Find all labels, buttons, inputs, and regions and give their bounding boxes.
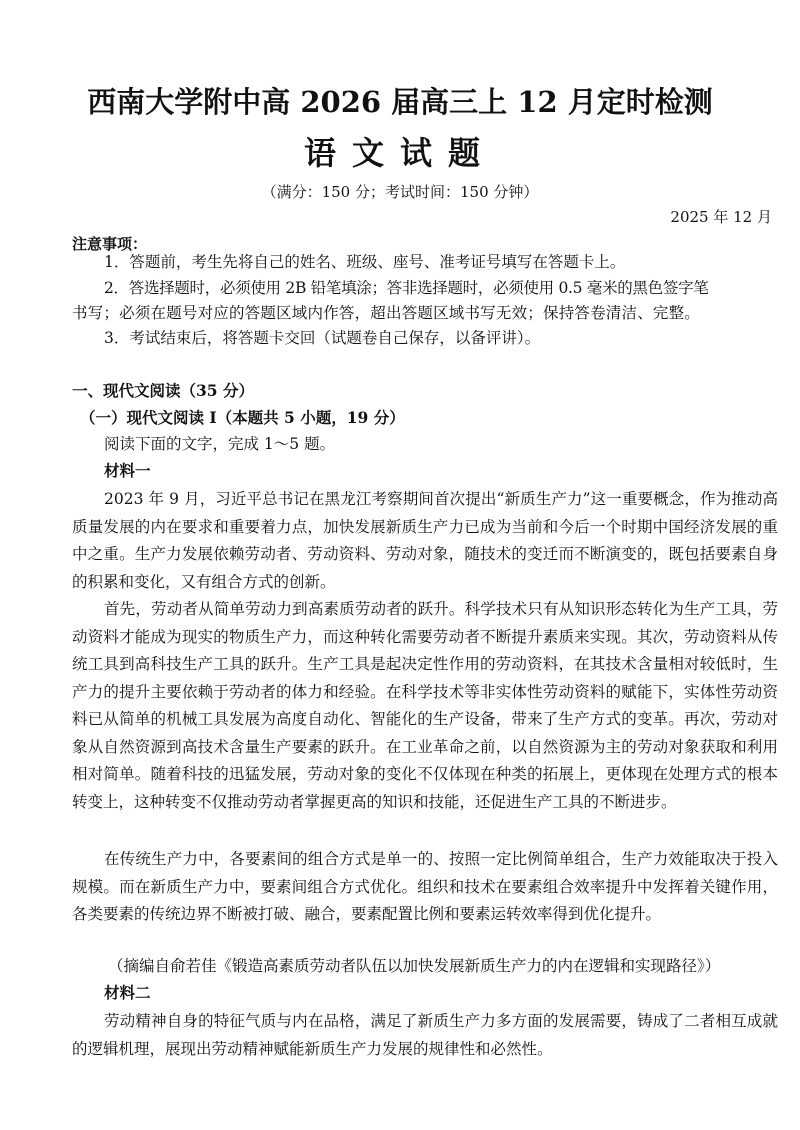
notice-title: 注意事项： [72,235,148,253]
section-heading: 一、现代文阅读（35 分） [72,381,254,400]
score-info: （满分：150 分；考试时间：150 分钟） [261,183,539,201]
material-1-paragraph-2: 首先，劳动者从简单劳动力到高素质劳动者的跃升。科学技术只有从知识形态转化为生产工具，劳动资料才能成为现实的物质生产力，而这种转化需要劳动者不断提升素质来实现。其次，劳动资料从传统工具到高科技生产工具的跃升。生产工具是起决定性作用的劳动资料，在其技术含量相对较低时，生产力的提升主要依赖于劳动者的体力和经验。在科学技术等非实体性劳动资料的赋能下，实体性劳动资料已从简单的机械工具发展为高度自动化、智能化的生产设备，带来了生产方式的变革。再次，劳动对象从自然资源到高技术含量生产要素的跃升。在工业革命之前，以自然资源为主的劳动对象获取和利用相对简单。随着科技的迅猛发展，劳动对象的变化不仅体现在种类的拓展上，更体现在处理方式的根本转变上，这种转变不仅推动劳动者掌握更高的知识和技能，还促进生产工具的不断进步。 [72,600,778,811]
material-1-paragraph-1: 2023 年 9 月，习近平总书记在黑龙江考察期间首次提出“新质生产力”这一重要概念，作为推动高质量发展的内在要求和重要着力点，加快发展新质生产力已成为当前和今后一个时期中国经济发展的重中之重。生产力发展依赖劳动者、劳动资料、劳动对象，随技术的变迁而不断演变的，既包括要素自身的积累和变化，又有组合方式的创新。 [72,490,778,591]
material-2-label: 材料二 [104,983,151,1002]
material-2-paragraph-1: 劳动精神自身的特征气质与内在品格，满足了新质生产力多方面的发展需要，铸成了二者相互成就的逻辑机理，展现出劳动精神赋能新质生产力发展的规律性和必然性。 [72,1012,778,1058]
exam-date: 2025 年 12 月 [670,208,772,226]
exam-title: 西南大学附中高 2026 届高三上 12 月定时检测 [87,85,713,119]
reading-instruction: 阅读下面的文字，完成 1～5 题。 [104,435,336,453]
notice-item-2-cont: 书写；必须在题号对应的答题区域内作答，超出答题区域书写无效；保持答卷清洁、完整。 [72,304,701,322]
material-1-source: （摘编自俞若佳《锻造高素质劳动者队伍以加快发展新质生产力的内在逻辑和实现路径》） [108,957,721,975]
notice-item-2: 2．答选择题时，必须使用 2B 铅笔填涂；答非选择题时，必须使用 0.5 毫米的黑色签字笔 [104,279,709,297]
subject-title: 语文试题 [303,134,496,172]
notice-item-1: 1．答题前，考生先将自己的姓名、班级、座号、准考证号填写在答题卡上。 [104,253,626,271]
material-1-paragraph-3: 在传统生产力中，各要素间的组合方式是单一的、按照一定比例简单组合，生产力效能取决于投入规模。而在新质生产力中，要素间组合方式优化。组织和技术在要素组合效率提升中发挥着关键作用，各类要素的传统边界不断被打破、融合，要素配置比例和要素运转效率得到优化提升。 [72,850,778,923]
sub-section-heading: （一）现代文阅读 I（本题共 5 小题，19 分） [80,408,405,427]
notice-item-3: 3．考试结束后，将答题卡交回（试题卷自己保存，以备评讲）。 [104,329,541,347]
material-1-label: 材料一 [104,461,151,480]
